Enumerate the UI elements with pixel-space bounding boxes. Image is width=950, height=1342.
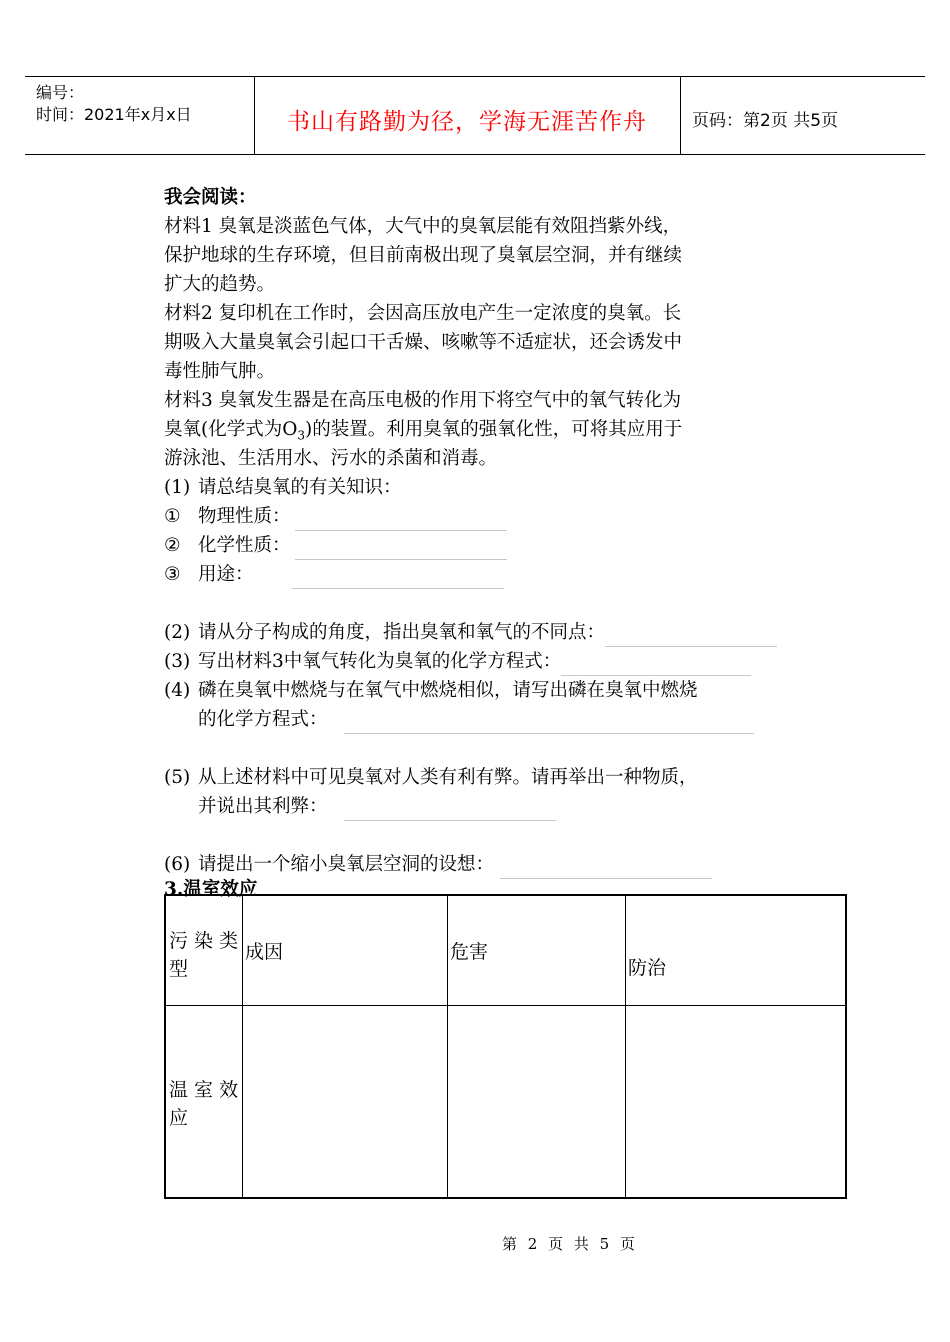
answer-cell-prevention[interactable]	[627, 1007, 845, 1195]
question-text: 写出材料3中氧气转化为臭氧的化学方程式：	[198, 651, 562, 672]
row-label-greenhouse	[169, 1076, 241, 1132]
answer-blank[interactable]	[292, 564, 504, 589]
table-column-divider	[242, 896, 243, 1197]
question-text: 物理性质：	[198, 506, 291, 527]
question-text: 并说出其利弊：	[198, 796, 328, 817]
question-6	[164, 850, 824, 879]
header-cell-prevention: 防治	[628, 957, 667, 979]
table-column-divider	[625, 896, 626, 1197]
header-left	[36, 82, 192, 126]
material-2-line: 期吸入大量臭氧会引起口干舌燥、咳嗽等不适症状，还会诱发中	[164, 332, 683, 353]
question-number: (6)	[164, 854, 191, 875]
question-text: 用途：	[198, 564, 254, 585]
question-1c	[164, 560, 824, 589]
answer-blank[interactable]	[561, 651, 751, 676]
answer-blank[interactable]	[605, 622, 777, 647]
question-text: 化学性质：	[198, 535, 291, 556]
page-footer: 第 2 页 共 5 页	[502, 1235, 638, 1253]
answer-blank[interactable]	[295, 506, 507, 531]
motto: 书山有路勤为径，学海无涯苦作舟	[287, 109, 647, 135]
question-number: (5)	[164, 767, 191, 788]
table-column-divider	[447, 896, 448, 1197]
answer-cell-cause[interactable]	[244, 1007, 446, 1195]
material-3-text: 臭氧(化学式为O	[164, 419, 298, 440]
question-number: (4)	[164, 680, 191, 701]
question-text: 的化学方程式：	[198, 709, 328, 730]
material-3-line: 游泳池、生活用水、污水的杀菌和消毒。	[164, 448, 498, 469]
question-number: (2)	[164, 622, 191, 643]
question-number: (3)	[164, 651, 191, 672]
reading-heading: 我会阅读：	[164, 187, 257, 208]
question-2	[164, 618, 824, 647]
question-text: 从上述材料中可见臭氧对人类有利有弊。请再举出一种物质，	[198, 767, 698, 788]
answer-blank[interactable]	[344, 796, 556, 821]
answer-cell-harm[interactable]	[449, 1007, 624, 1195]
cell-text: 型	[169, 958, 189, 980]
material-3-line	[164, 415, 824, 444]
question-4-cont	[164, 705, 824, 734]
question-text: 请总结臭氧的有关知识：	[198, 477, 402, 498]
material-3-line: 材料3 臭氧发生器是在高压电极的作用下将空气中的氧气转化为	[164, 390, 682, 411]
subscript-3: 3	[297, 428, 306, 443]
question-5	[164, 763, 824, 792]
cell-text: 污 染 类	[169, 930, 239, 952]
document-body	[164, 183, 824, 905]
question-text: 请提出一个缩小臭氧层空洞的设想：	[198, 854, 495, 875]
material-1-line: 保护地球的生存环境，但目前南极出现了臭氧层空洞，并有继续	[164, 245, 683, 266]
answer-blank[interactable]	[500, 854, 712, 879]
question-3	[164, 647, 824, 676]
circled-number: ③	[164, 564, 181, 585]
circled-number: ②	[164, 535, 181, 556]
question-4	[164, 676, 824, 705]
header-divider-right	[680, 76, 681, 155]
code-label: 编号：	[36, 83, 85, 102]
circled-number: ①	[164, 506, 181, 527]
material-1-line: 材料1 臭氧是淡蓝色气体，大气中的臭氧层能有效阻挡紫外线，	[164, 216, 682, 237]
material-2-line: 材料2 复印机在工作时，会因高压放电产生一定浓度的臭氧。长	[164, 303, 682, 324]
material-1-line: 扩大的趋势。	[164, 274, 276, 295]
time-label: 时间：2021年x月x日	[36, 105, 192, 124]
section-heading: 3.温室效应	[164, 879, 258, 900]
pollution-table	[164, 894, 847, 1199]
table-row-divider	[166, 1005, 845, 1006]
question-5-cont	[164, 792, 824, 821]
material-3-text: )的装置。利用臭氧的强氧化性，可将其应用于	[305, 419, 683, 440]
header-top-rule	[25, 76, 925, 77]
answer-blank[interactable]	[295, 535, 507, 560]
question-1	[164, 473, 824, 502]
header-cell-type	[169, 927, 241, 983]
answer-blank[interactable]	[344, 709, 754, 734]
question-number: (1)	[164, 477, 191, 498]
header-cell-harm: 危害	[450, 941, 489, 963]
question-text: 请从分子构成的角度，指出臭氧和氧气的不同点：	[198, 622, 606, 643]
page-info: 页码：第2页 共5页	[692, 111, 839, 131]
cell-text: 温 室 效	[169, 1079, 239, 1101]
material-2-line: 毒性肺气肿。	[164, 361, 276, 382]
question-text: 磷在臭氧中燃烧与在氧气中燃烧相似，请写出磷在臭氧中燃烧	[198, 680, 698, 701]
question-1a	[164, 502, 824, 531]
question-1b	[164, 531, 824, 560]
cell-text: 应	[169, 1107, 189, 1129]
header-bottom-rule	[25, 154, 925, 155]
header-cell-cause: 成因	[245, 941, 284, 963]
